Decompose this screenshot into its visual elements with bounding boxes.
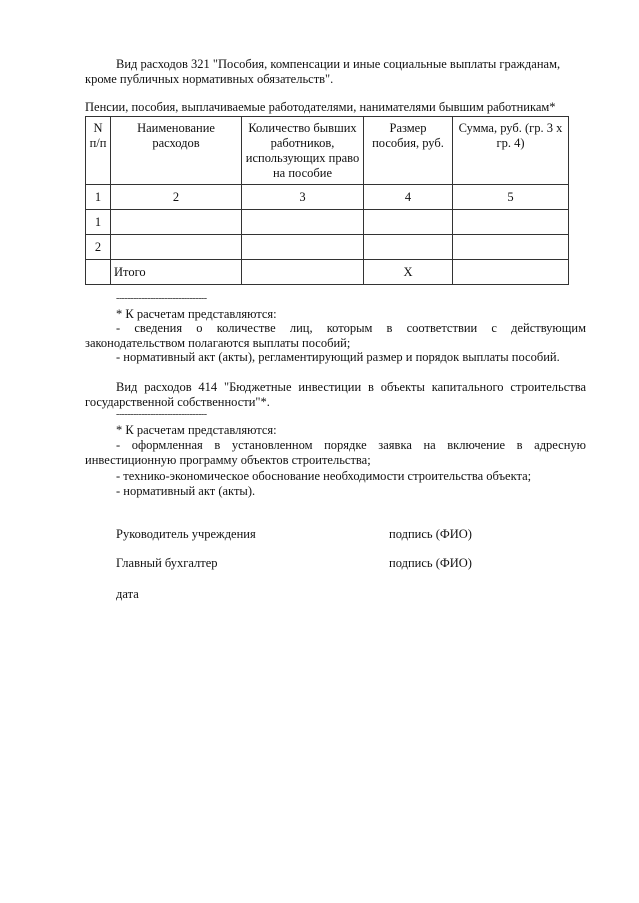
footnote-item: - нормативный акт (акты), регламентирующий размер и порядок выплаты пособий. xyxy=(116,350,560,364)
section2-heading: Вид расходов 414 "Бюджетные инвестиции в объекты капитального строительства государственной собственности"*. xyxy=(85,380,586,409)
total-label: Итого xyxy=(111,260,242,285)
footnote-separator: -------------------------------- xyxy=(116,293,207,304)
header-former-employees-count: Количество бывших работников, использующих право на пособие xyxy=(242,117,364,185)
table-header-row xyxy=(86,117,569,185)
table-cell: Х xyxy=(364,260,453,285)
accountant-signature-placeholder: подпись (ФИО) xyxy=(389,556,472,570)
table-cell xyxy=(453,260,569,285)
table-total-row xyxy=(86,260,569,285)
table-cell xyxy=(242,260,364,285)
table-cell xyxy=(453,235,569,260)
accountant-label: Главный бухгалтер xyxy=(116,556,218,570)
benefits-table xyxy=(85,116,569,285)
column-number: 3 xyxy=(242,185,364,210)
footnote-separator: -------------------------------- xyxy=(116,409,207,420)
header-expense-name: Наименование расходов xyxy=(111,117,242,185)
footnote-item: - сведения о количестве лиц, которым в соответствии с действующим законодательством полагаются выплаты пособий; xyxy=(85,321,586,350)
footnote-item: - нормативный акт (акты). xyxy=(116,484,256,498)
section1-heading-line2: кроме публичных нормативных обязательств". xyxy=(85,72,334,86)
table-cell xyxy=(364,235,453,260)
date-label: дата xyxy=(116,587,139,601)
table-row xyxy=(86,210,569,235)
table-cell: 1 xyxy=(86,210,111,235)
head-label: Руководитель учреждения xyxy=(116,527,256,541)
table-cell xyxy=(364,210,453,235)
column-numbers-row xyxy=(86,185,569,210)
table-caption: Пенсии, пособия, выплачиваемые работодателями, нанимателями бывшим работникам* xyxy=(85,100,556,114)
table-row xyxy=(86,235,569,260)
section1-heading-line1: Вид расходов 321 "Пособия, компенсации и иные социальные выплаты гражданам, xyxy=(116,57,561,71)
footnote-title: * К расчетам представляются: xyxy=(116,423,277,437)
column-number: 4 xyxy=(364,185,453,210)
table-cell xyxy=(242,210,364,235)
footnote-item: - оформленная в установленном порядке заявка на включение в адресную инвестиционную программу объектов строительства; xyxy=(85,438,586,467)
column-number: 2 xyxy=(111,185,242,210)
header-total-sum: Сумма, руб. (гр. 3 х гр. 4) xyxy=(453,117,569,185)
head-signature-placeholder: подпись (ФИО) xyxy=(389,527,472,541)
table-cell xyxy=(111,210,242,235)
table-cell: 2 xyxy=(86,235,111,260)
header-benefit-amount: Размер пособия, руб. xyxy=(364,117,453,185)
table-cell xyxy=(86,260,111,285)
table-cell xyxy=(111,235,242,260)
footnote-title: * К расчетам представляются: xyxy=(116,307,277,321)
header-number: N п/п xyxy=(86,117,111,185)
footnote-item: - технико-экономическое обоснование необходимости строительства объекта; xyxy=(116,469,532,483)
table-cell xyxy=(242,235,364,260)
column-number: 1 xyxy=(86,185,111,210)
table-cell xyxy=(453,210,569,235)
column-number: 5 xyxy=(453,185,569,210)
